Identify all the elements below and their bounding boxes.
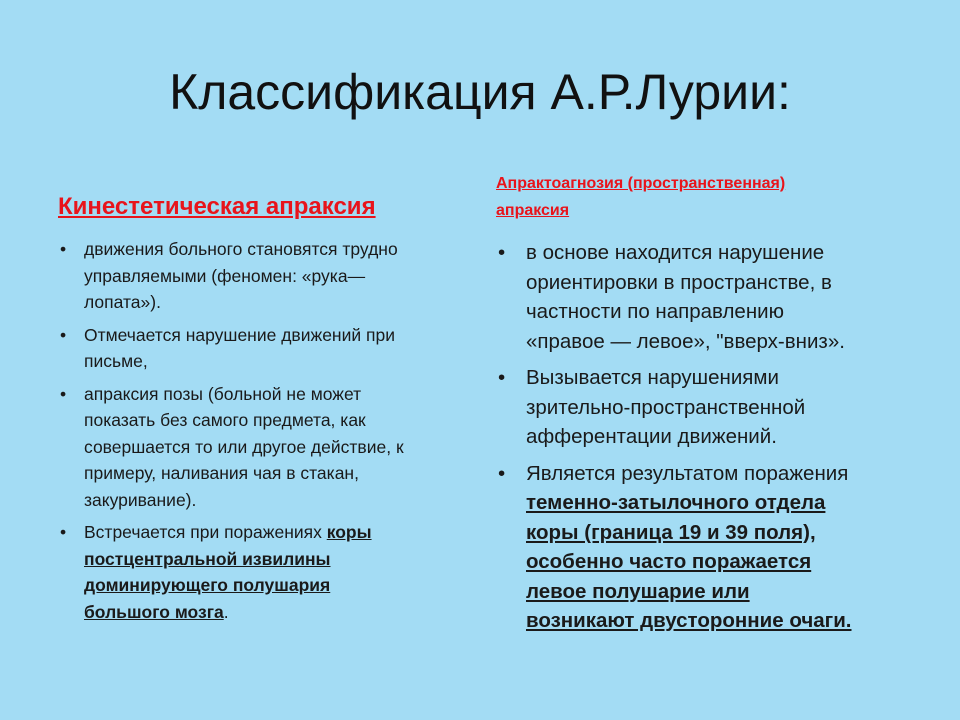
item-text: Вызывается нарушениями зрительно-пространственной афферентации движений. (526, 366, 806, 448)
item-text: Отмечается нарушение движений при письме, (84, 324, 395, 371)
left-heading: Кинестетическая апраксия (58, 193, 376, 220)
bullet-icon: • (60, 324, 67, 345)
left-bullet-list (58, 236, 478, 625)
bullet-icon: • (498, 461, 506, 485)
bullet-icon: • (60, 383, 67, 404)
list-item (58, 519, 478, 625)
item-text: Является результатом поражения (526, 461, 849, 485)
bullet-icon: • (60, 522, 67, 542)
item-text: Встречается при поражениях (84, 522, 327, 542)
right-heading: Апрактоагнозия (пространственная) апраксия (496, 175, 786, 219)
emphasized-text: коры постцентральной извилины доминирующего полушария большого мозга (84, 522, 372, 622)
item-text: в основе находится нарушение ориентировки в пространстве, в частности по направлению «правое — левое», "вверх-вниз». (526, 241, 845, 353)
list-item (58, 236, 478, 316)
list-item (58, 322, 478, 375)
list-item (496, 238, 916, 356)
right-column (496, 170, 916, 643)
item-text: . (223, 601, 229, 622)
left-column (58, 190, 478, 631)
list-item (496, 363, 916, 452)
slide-title: Классификация А.Р.Лурии: (169, 64, 791, 120)
bullet-icon: • (498, 241, 506, 264)
emphasized-text: теменно-затылочного отдела коры (граница 19 и 39 поля), особенно часто поражается левое полушарие или возникают двусторонние очаги. (526, 491, 852, 632)
bullet-icon: • (60, 239, 67, 259)
item-text: апраксия позы (больной не может показать без самого предмета, как совершается то или другое действие, к примеру, наливания чая в стакан, закуривание). (84, 383, 404, 510)
bullet-icon: • (498, 366, 506, 389)
right-bullet-list (496, 238, 916, 636)
item-text: движения больного становятся трудно управляемыми (феномен: «рука— лопата»). (84, 239, 398, 312)
list-item (496, 459, 916, 636)
list-item (58, 381, 478, 514)
